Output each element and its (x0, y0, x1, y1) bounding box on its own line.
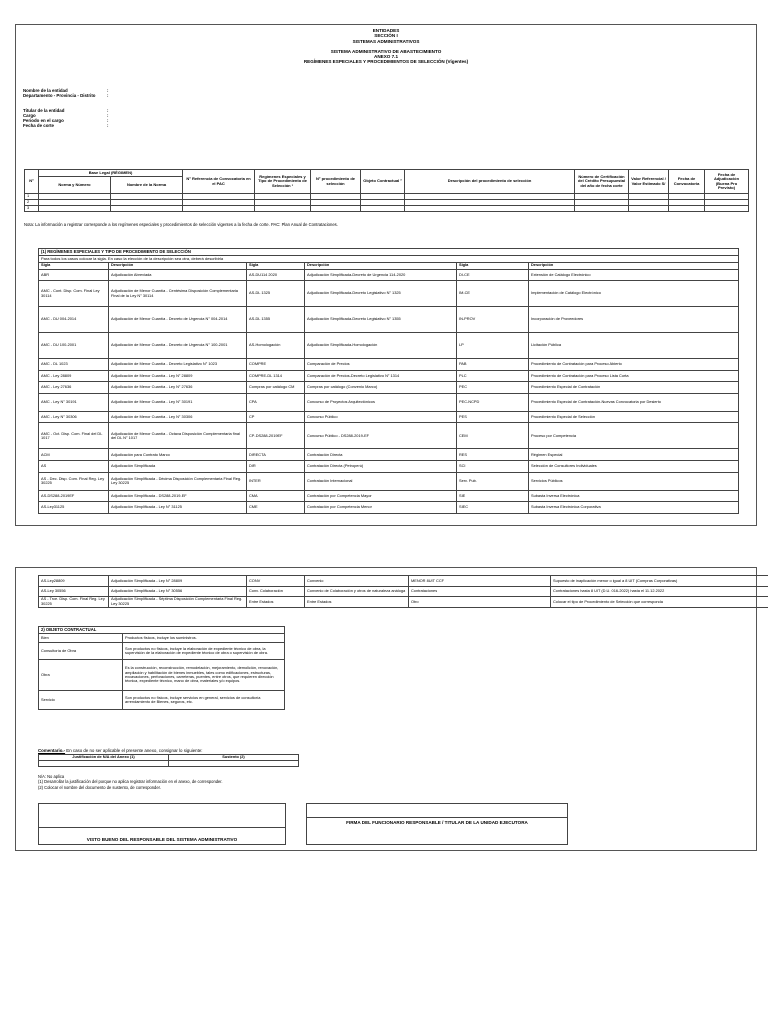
regimenes-subtitle: Para todos los casos colocar la sigla. En caso la elección de la descripción sea otra, deberá describirla (39, 256, 739, 263)
descripcion-cell: Contratación Internacional (305, 472, 457, 490)
sigla-cell: Contrataciones (409, 586, 551, 597)
column-header: Norma y Número (39, 177, 111, 194)
regimenes-table (38, 248, 739, 514)
table-row (39, 281, 739, 307)
meta-label: Periodo en el cargo (23, 118, 64, 123)
descripcion-cell: Concurso de Proyectos Arquitectónicos (305, 393, 457, 411)
sigla-cell: COMPRE-DL 1314 (247, 370, 305, 382)
footnote: (1) Desarrollar la justificación del porque no aplica registrar información en el anexo, de corresponder. (38, 779, 223, 785)
sigla-cell: SCI (457, 461, 529, 473)
objeto-contractual-table (38, 626, 285, 710)
descripcion-cell: Selección de Consultores Individuales (529, 461, 739, 473)
table-cell[interactable] (575, 206, 629, 212)
sigla-cell: PEC-NCPD (457, 393, 529, 411)
comentario-text: En caso de no ser aplicable el presente anexo, consignar lo siguiente: (65, 748, 203, 753)
descripcion-cell: Convenio (305, 576, 409, 587)
table-row (39, 307, 739, 333)
sigla-cell: Compras por catálogo CM (247, 382, 305, 394)
table-cell[interactable] (183, 206, 255, 212)
sigla-cell: CP (247, 411, 305, 423)
sigla-cell: AS-Ley28809 (39, 576, 109, 587)
descripcion-cell: Comparación de Precios-Decreto Legislativo N° 1314 (305, 370, 457, 382)
footnote: N/A: No aplica (38, 774, 65, 779)
table-row (39, 634, 285, 643)
descripcion-cell: Adjudicación Simplificada-Decreto Legislativo N° 1355 (305, 307, 457, 333)
sigla-cell: LP (457, 333, 529, 359)
header-line: ENTIDADES (372, 28, 400, 33)
descripcion-cell: Comparación de Precios (305, 359, 457, 371)
column-header: Descripción (529, 262, 739, 269)
sigla-cell: CONV (247, 576, 305, 587)
sigla-cell: IN-PROV (457, 307, 529, 333)
column-header: Descripción (109, 262, 247, 269)
justification-table (38, 754, 299, 767)
sigla-cell: DIRECTA (247, 449, 305, 461)
column-header: Fecha de Convocatoria (669, 170, 705, 194)
row-number: 1 (25, 194, 39, 200)
note: Nota: La información a registrar corresponde a los regímenes especiales y procedimientos de selección vigentes a la fecha de corte. PAC: Plan Anual de Contrataciones. (24, 222, 338, 227)
table-row (39, 691, 285, 710)
table-cell[interactable] (629, 206, 669, 212)
table-row (39, 660, 285, 691)
sigla-cell: AS-Ley 30556 (39, 586, 109, 597)
sigla-cell: CME (247, 502, 305, 514)
descripcion-cell: Adjudicación Simplificada-Decreto Legislativo N° 1325 (305, 281, 457, 307)
table-row (39, 393, 739, 411)
column-header: N° Referencia de Convocatoria en el PAC (183, 170, 255, 194)
descripcion-cell: Implementación de Catálogo Electrónico (529, 281, 739, 307)
column-header: Fecha de Adjudicación (Buena Pro Previsto) (705, 170, 749, 194)
sigla-cell: COMPRE (247, 359, 305, 371)
meta-value[interactable]: : (107, 118, 109, 123)
descripcion-cell: Servicios Públicos (529, 472, 739, 490)
column-header: Regímenes Especiales y Tipo de Procedimiento de Selección ¹ (255, 170, 311, 194)
descripcion-cell: Adjudicación Simplificada - Ley N° 28809 (109, 576, 247, 587)
descripcion-cell: Concurso Público - DS288-2019-EF (305, 423, 457, 449)
sigla-cell: PEC (457, 382, 529, 394)
sigla-cell: AMC - Ley 27636 (39, 382, 109, 394)
comentario (38, 748, 203, 753)
descripcion-cell: Adjudicación de Menor Cuantía - Ley N° 27636 (109, 382, 247, 394)
sigla-cell: INTER (247, 472, 305, 490)
sigla-cell: CP-DS288-2019EF (247, 423, 305, 449)
descripcion-cell: Adjudicación Simplificada - DS288-2019-EF (109, 490, 247, 502)
table-row (39, 490, 739, 502)
sigla-cell: AMC - Cont. Disp. Com. Final Ley 30114 (39, 281, 109, 307)
sigla-cell: AS-DL 1325 (247, 281, 305, 307)
column-header: Descripción del procedimiento de selección (405, 170, 575, 194)
descripcion-cell: Supuesto de inaplicación menor o igual a 8 UIT (Compras Corporativas) (551, 576, 768, 587)
descripcion-cell: Contratación Directa (305, 449, 457, 461)
descripcion-cell: Régimen Especial (529, 449, 739, 461)
column-header: N° (25, 170, 39, 194)
objeto-value: Son productos no físicos, incluye la elaboración de expediente técnico de obra, la supervisión de la elaboración de expediente técnico de obra o supervisión de obra. (123, 643, 285, 660)
meta-value[interactable]: : (107, 93, 109, 98)
sigla-cell: ACM (39, 449, 109, 461)
table-cell[interactable] (111, 206, 183, 212)
sigla-cell: AMC - DU 100-2001 (39, 333, 109, 359)
sigla-cell: AMC - Ley 28809 (39, 370, 109, 382)
header-line: ANEXO 7.1 (374, 54, 398, 60)
titular-meta (23, 108, 108, 128)
sigla-cell: SIE (457, 490, 529, 502)
column-header: N° procedimiento de selección (311, 170, 361, 194)
descripcion-cell: Concurso Público (305, 411, 457, 423)
meta-value[interactable]: : (107, 123, 109, 128)
sigla-cell: CEM (457, 423, 529, 449)
signature-label-left: VISTO BUENO DEL RESPONSABLE DEL SISTEMA ADMINISTRATIVO (86, 837, 238, 842)
descripcion-cell: Adjudicación de Menor Cuantía - Octava Disposición Complementaria final del DL N° 1017 (109, 423, 247, 449)
row-number: 3 (25, 206, 39, 212)
sigla-cell: AMC - Oct. Disp. Com. Final del DL 1017 (39, 423, 109, 449)
descripcion-cell: Colocar el tipo de Procedimiento de Selección que corresponda (551, 597, 768, 608)
table-row (39, 502, 739, 514)
descripcion-cell: Procedimiento Especial de Selección (529, 411, 739, 423)
table-row (39, 586, 768, 597)
sigla-cell: AMC - Ley N° 30191 (39, 393, 109, 411)
descripcion-cell: Licitación Pública (529, 333, 739, 359)
descripcion-cell: Adjudicación para Contrato Marco (109, 449, 247, 461)
descripcion-cell: Adjudicación de Menor Cuantía - Ley N° 28809 (109, 370, 247, 382)
base-legal-header: Base Legal (RÉGIMEN) (39, 170, 183, 177)
descripcion-cell: Adjudicación de Menor Cuantía - Decreto Legislativo N° 1023 (109, 359, 247, 371)
just-cell-2[interactable] (169, 761, 299, 767)
sigla-cell: AS-Ley31125 (39, 502, 109, 514)
sigla-cell: AS-Homologación (247, 333, 305, 359)
objeto-title: 2) OBJETO CONTRACTUAL (39, 627, 285, 634)
descripcion-cell: Adjudicación de Menor Cuantía - Decreto de Urgencia N° 100-2001 (109, 333, 247, 359)
descripcion-cell: Contratación Directa (Petroperú) (305, 461, 457, 473)
objeto-value: Son productos no físicos, incluye servicios en general, servicios de consultoría arrendamiento de Bienes, seguros, etc. (123, 691, 285, 710)
row-number: 2 (25, 200, 39, 206)
descripcion-cell: Entre Estados (305, 597, 409, 608)
sigla-cell: DI-CE (457, 269, 529, 281)
column-header: Sigla (39, 262, 109, 269)
column-header: Sigla (247, 262, 305, 269)
signature-space (39, 804, 285, 828)
descripcion-cell: Procedimiento de Contratación para Proceso Lista Corta (529, 370, 739, 382)
objeto-value: Productos físicos, incluye los suministros. (123, 634, 285, 643)
table-cell[interactable] (311, 206, 361, 212)
sigla-cell: Serv. Pub. (457, 472, 529, 490)
table-cell[interactable] (361, 206, 405, 212)
header-line: SISTEMA ADMINISTRATIVO DE ABASTECIMIENTO (330, 48, 442, 54)
header-line: SECCIÓN I (374, 33, 398, 39)
descripcion-cell: Subasta Inversa Electrónica (529, 490, 739, 502)
table-row (39, 472, 739, 490)
sigla-cell: ABR (39, 269, 109, 281)
sigla-cell: AMC - Ley N° 30306 (39, 411, 109, 423)
descripcion-cell: Extensión de Catálogo Electrónico (529, 269, 739, 281)
descripcion-cell: Compras por catálogo (Convenio Marco) (305, 382, 457, 394)
meta-value[interactable]: : (107, 113, 109, 118)
objeto-key: Obra (39, 660, 123, 691)
objeto-key: Consultoría de Obra (39, 643, 123, 660)
table-row (39, 269, 739, 281)
meta-row (23, 93, 108, 98)
meta-label: Cargo (23, 113, 36, 118)
sigla-cell: Conv. Colaboración (247, 586, 305, 597)
descripcion-cell: Proceso por Competencia (529, 423, 739, 449)
signature-label-right: FIRMA DEL FUNCIONARIO RESPONSABLE / TITULAR DE LA UNIDAD EJECUTORA (346, 820, 528, 825)
table-row (39, 423, 739, 449)
signature-box-left[interactable] (38, 803, 286, 845)
sigla-cell: Entre Estados (247, 597, 305, 608)
descripcion-cell: Adjudicación Simplificada - Ley N° 30556 (109, 586, 247, 597)
descripcion-cell: Contrataciones hasta 8 UIT (D.U. 016-2022) hasta el 11.12.2022 (551, 586, 768, 597)
descripcion-cell: Adjudicación Simplificada-Decreto de Urgencia 114-2020 (305, 269, 457, 281)
meta-row (23, 123, 108, 128)
document-header (16, 28, 756, 65)
table-row (39, 461, 739, 473)
table-row (25, 206, 749, 212)
descripcion-cell: Contratación por Competencia Mayor (305, 490, 457, 502)
descripcion-cell: Procedimiento Especial de Contratación-Nuevas Convocatoria por Desierto (529, 393, 739, 411)
meta-label: Titular de la entidad (23, 108, 65, 113)
objeto-key: Bien (39, 634, 123, 643)
descripcion-cell: Adjudicación Simplificada - Décima Disposición Complementaria Final Reg. Ley 30225 (109, 472, 247, 490)
descripcion-cell: Adjudicación Simplificada - Séptima Disposición Complementaria Final Reg. Ley 30225 (109, 597, 247, 608)
column-header: Valor Referencial / Valor Estimado S/ (629, 170, 669, 194)
sigla-cell: AS - Dec. Disp. Com. Final Reg. Ley 30225 (39, 472, 109, 490)
descripcion-cell: Adjudicación de Menor Cuantía - Ley N° 30306 (109, 411, 247, 423)
descripcion-cell: Procedimiento Especial de Contratación (529, 382, 739, 394)
just-header-1: Justificación de N/A del Anexo (1) (39, 755, 169, 761)
footnote: (2) Colocar el nombre del documento de sustento, de corresponder. (38, 784, 161, 790)
meta-value[interactable]: : (107, 108, 109, 113)
table-cell[interactable] (255, 206, 311, 212)
table-row (39, 411, 739, 423)
just-header-2: Sustento (2) (169, 755, 299, 761)
sigla-cell: AS - Trce. Disp. Com. Final Reg. Ley 30225 (39, 597, 109, 608)
meta-label: Departamento - Provincia - Distrito (23, 93, 96, 98)
table-row (39, 576, 768, 587)
column-header: Nombre de la Norma (111, 177, 183, 194)
sigla-cell: AS-DS288-2019EF (39, 490, 109, 502)
signature-box-right[interactable] (306, 803, 568, 845)
sigla-cell: PAB (457, 359, 529, 371)
header-line: REGÍMENES ESPECIALES Y PROCEDIMIENTOS DE SELECCIÓN (Vigentes) (303, 59, 469, 65)
objeto-value: Es la construcción, reconstrucción, remodelación, mejoramiento, demolición, renovación, ampliación y habilitación de bienes inmuebles, tales como edificaciones, estructuras, excavaciones, perforaciones, carreteras, puentes, entre otros, que requieren dirección técnica, expediente técnico, mano de obra, materiales y/o equipos. (123, 660, 285, 691)
sigla-cell: DIR (247, 461, 305, 473)
table-row (39, 643, 285, 660)
descripcion-cell: Adjudicación Simplificada-Homologación (305, 333, 457, 359)
sigla-cell: CPA (247, 393, 305, 411)
descripcion-cell: Contratación por Competencia Menor (305, 502, 457, 514)
sigla-cell: AS-DU114 2020 (247, 269, 305, 281)
table-row (39, 382, 739, 394)
descripcion-cell: Adjudicación Abreviada (109, 269, 247, 281)
sigla-cell: AMC - DL 1023 (39, 359, 109, 371)
regimenes-header-row (39, 262, 739, 269)
regimenes-table-continued (38, 575, 768, 608)
main-table (24, 169, 749, 212)
table-row (39, 597, 768, 608)
section-frame-bottom (15, 567, 757, 851)
sigla-cell: AS (39, 461, 109, 473)
sigla-cell: RES (457, 449, 529, 461)
sigla-cell: AS-DL 1355 (247, 307, 305, 333)
signature-space (307, 804, 567, 818)
table-cell[interactable] (39, 206, 111, 212)
sigla-cell: AMC - DU 004-2014 (39, 307, 109, 333)
descripcion-cell: Subasta Inversa Electrónica Corporativa (529, 502, 739, 514)
objeto-key: Servicio (39, 691, 123, 710)
sigla-cell: CMA (247, 490, 305, 502)
table-cell[interactable] (405, 206, 575, 212)
column-header: Descripción (305, 262, 457, 269)
regimenes-title: (1) REGÍMENES ESPECIALES Y TIPO DE PROCEDIMIENTO DE SELECCIÓN (39, 249, 739, 256)
descripcion-cell: Adjudicación de Menor Cuantía - Ley N° 30191 (109, 393, 247, 411)
descripcion-cell: Adjudicación Simplificada (109, 461, 247, 473)
meta-label: Nombre de la entidad (23, 88, 68, 93)
comentario-label: Comentario.- (38, 748, 66, 753)
descripcion-cell: Procedimiento de Contratación para Proceso Abierto (529, 359, 739, 371)
column-header: Sigla (457, 262, 529, 269)
sigla-cell: MENOR 8UIT CCF (409, 576, 551, 587)
table-row (39, 449, 739, 461)
footnotes (38, 774, 223, 790)
descripcion-cell: Incorporación de Proveedores (529, 307, 739, 333)
sigla-cell: IM-CE (457, 281, 529, 307)
entity-meta (23, 88, 108, 98)
table-cell[interactable] (669, 206, 705, 212)
sigla-cell: PLC (457, 370, 529, 382)
table-row (39, 333, 739, 359)
header-line: SISTEMAS ADMINISTRATIVOS (352, 38, 420, 44)
descripcion-cell: Convenio de Colaboración y otros de naturaleza análoga (305, 586, 409, 597)
just-cell-1[interactable] (39, 761, 169, 767)
descripcion-cell: Adjudicación Simplificada - Ley N° 31125 (109, 502, 247, 514)
sigla-cell: Otro (409, 597, 551, 608)
table-cell[interactable] (705, 206, 749, 212)
meta-value[interactable]: : (107, 88, 109, 93)
table-row (39, 370, 739, 382)
column-header: Número de Certificación del Crédito Presupuestal del año de fecha corte (575, 170, 629, 194)
descripcion-cell: Adjudicación de Menor Cuantía - Decreto de Urgencia N° 004-2014 (109, 307, 247, 333)
descripcion-cell: Adjudicación de Menor Cuantía - Centésima Disposición Complementaria Final de la Ley N° 30114 (109, 281, 247, 307)
column-header: Objeto Contractual ² (361, 170, 405, 194)
meta-label: Fecha de corte (23, 123, 54, 128)
sigla-cell: PES (457, 411, 529, 423)
section-frame-top (15, 24, 757, 526)
sigla-cell: SIEC (457, 502, 529, 514)
table-row (39, 359, 739, 371)
